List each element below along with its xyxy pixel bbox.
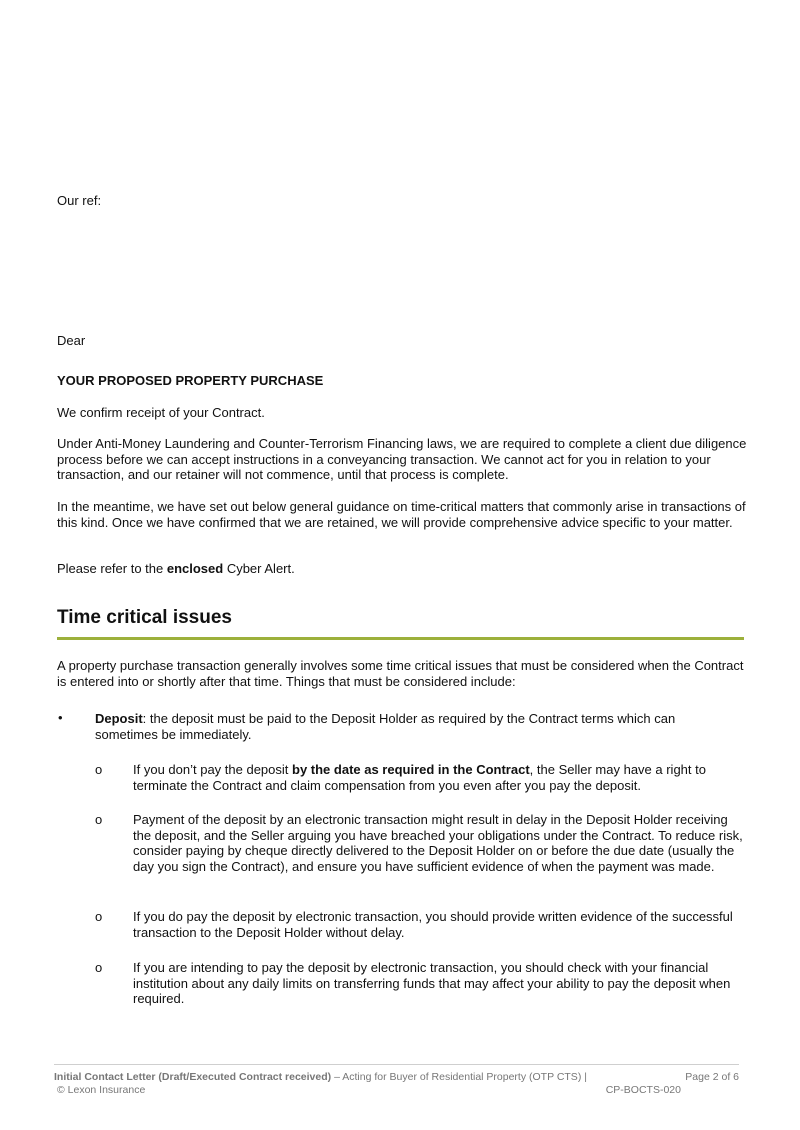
cyber-alert-enclosed: enclosed: [166, 561, 224, 576]
heading-rule: [57, 637, 744, 640]
sub-bullet-1: [133, 762, 743, 793]
paragraph-guidance: In the meantime, we have set out below general guidance on time-critical matters that commonly arise in transactions of this kind. Once we have confirmed that we are retained, we will provide comprehensive advice specific to your matter.: [57, 499, 746, 530]
deposit-label: Deposit: [95, 711, 143, 726]
cyber-alert-text-2: Cyber Alert.: [223, 561, 295, 576]
sub-bullet-icon: o: [95, 762, 103, 777]
bullet-icon: •: [58, 710, 63, 725]
footer-title: [54, 1071, 614, 1084]
deposit-bullet: [95, 711, 735, 742]
paragraph-receipt: We confirm receipt of your Contract.: [57, 405, 265, 420]
subject-line: YOUR PROPOSED PROPERTY PURCHASE: [57, 373, 324, 388]
sub-bullet-3: If you do pay the deposit by electronic transaction, you should provide written evidence of the successful transaction to the Deposit Holder without delay.: [133, 909, 733, 940]
sub-bullet-icon: o: [95, 812, 103, 827]
sub1-bold: by the date as required in the Contract: [292, 762, 530, 777]
footer-doc-code: CP-BOCTS-020: [605, 1084, 681, 1096]
footer-page-number: Page 2 of 6: [685, 1071, 739, 1083]
deposit-text: : the deposit must be paid to the Deposit Holder as required by the Contract terms which can sometimes be immediately.: [95, 711, 676, 742]
footer-copyright: © Lexon Insurance: [57, 1084, 146, 1096]
footer-divider: [54, 1064, 739, 1065]
section-intro: A property purchase transaction generally involves some time critical issues that must be considered when the Contract is entered into or shortly after that time. Things that must be considered include:: [57, 658, 744, 689]
sub-bullet-4: If you are intending to pay the deposit by electronic transaction, you should check with your financial institution about any daily limits on transferring funds that may affect your ability to pay the deposit when required.: [133, 960, 731, 1007]
sub-bullet-icon: o: [95, 960, 103, 975]
paragraph-cyber-alert: [57, 561, 747, 577]
salutation: Dear: [57, 333, 86, 348]
paragraph-aml: Under Anti-Money Laundering and Counter-Terrorism Financing laws, we are required to complete a client due diligence process before we can accept instructions in a conveyancing transaction. We cannot act for you in relation to your transaction, and our retainer will not commence, until that process is complete.: [57, 436, 747, 483]
section-heading: Time critical issues: [57, 607, 232, 628]
our-ref-label: Our ref:: [57, 193, 102, 208]
cyber-alert-text-1: Please refer to the: [57, 561, 167, 576]
sub1-text-1: If you don’t pay the deposit: [133, 762, 292, 777]
footer-title-rest: – Acting for Buyer of Residential Property (OTP CTS) |: [331, 1071, 587, 1083]
sub-bullet-2: Payment of the deposit by an electronic transaction might result in delay in the Deposit Holder receiving the deposit, and the Seller arguing you have breached your obligations under the Contract. To reduce risk, consider paying by cheque directly delivered to the Deposit Holder on or before the due date (usually the day you sign the Contract), and ensure you have sufficient evidence of when the payment was made.: [133, 812, 743, 875]
footer-title-bold: Initial Contact Letter (Draft/Executed Contract received): [54, 1071, 332, 1083]
sub-bullet-icon: o: [95, 909, 103, 924]
sub1-text-2: , the Seller may have a right to terminate the Contract and claim compensation from you even after you pay the deposit.: [133, 762, 706, 793]
